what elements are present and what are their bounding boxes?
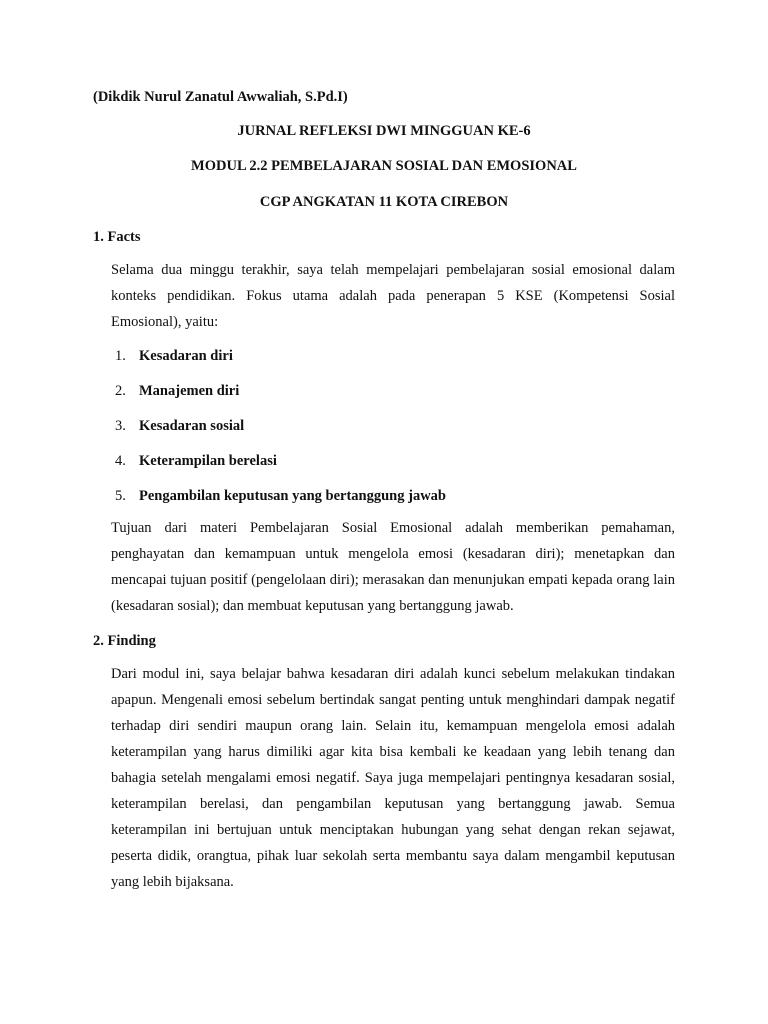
- list-item: [111, 381, 675, 416]
- list-item-number: 5.: [115, 488, 126, 504]
- module-title: MODUL 2.2 PEMBELAJARAN SOSIAL DAN EMOSIONAL: [191, 158, 577, 174]
- list-item-number: 3.: [115, 418, 126, 434]
- author-name: (Dikdik Nurul Zanatul Awwaliah, S.Pd.I): [93, 89, 348, 105]
- list-item-text: Kesadaran diri: [139, 348, 233, 364]
- list-item-number: 1.: [115, 348, 126, 364]
- list-item-text: Keterampilan berelasi: [139, 453, 277, 469]
- facts-paragraph-goals: Tujuan dari materi Pembelajaran Sosial Emosional adalah memberikan pemahaman, penghayatan dan kemampuan untuk mengelola emosi (kesadaran diri); menetapkan dan mencapai tujuan positif (pengelolaan diri); merasakan dan menunjukan empati kepada orang lain (kesadaran sosial); dan membuat keputusan yang bertanggung jawab.: [111, 520, 675, 614]
- journal-title: JURNAL REFLEKSI DWI MINGGUAN KE-6: [237, 123, 531, 139]
- finding-paragraph: Dari modul ini, saya belajar bahwa kesadaran diri adalah kunci sebelum melakukan tindakan apapun. Mengenali emosi sebelum bertindak sangat penting untuk menghindari dampak negatif terhadap diri sendiri maupun orang lain. Selain itu, kemampuan mengelola emosi adalah keterampilan yang harus dimiliki agar kita bisa kembali ke keadaan yang lebih tenang dan bahagia setelah mengalami emosi negatif. Saya juga mempelajari pentingnya kesadaran sosial, keterampilan berelasi, dan pengambilan keputusan yang bertanggung jawab. Semua keterampilan ini bertujuan untuk menciptakan hubungan yang sehat dengan rekan sejawat, peserta didik, orangtua, pihak luar sekolah serta membantu saya dalam mengambil keputusan yang lebih bijaksana.: [111, 666, 675, 890]
- list-item: [111, 346, 675, 381]
- list-item-text: Kesadaran sosial: [139, 418, 245, 434]
- list-item-number: 2.: [115, 383, 126, 399]
- list-item: [111, 451, 675, 486]
- cohort-title: CGP ANGKATAN 11 KOTA CIREBON: [259, 194, 509, 210]
- kse-list: [111, 346, 675, 521]
- list-item-text: Pengambilan keputusan yang bertanggung jawab: [139, 488, 446, 504]
- list-item-text: Manajemen diri: [139, 383, 240, 399]
- section-heading-facts: 1. Facts: [93, 229, 141, 245]
- list-item: [111, 416, 675, 451]
- list-item-number: 4.: [115, 453, 126, 469]
- facts-paragraph-intro: Selama dua minggu terakhir, saya telah mempelajari pembelajaran sosial emosional dalam konteks pendidikan. Fokus utama adalah pada penerapan 5 KSE (Kompetensi Sosial Emosional), yaitu:: [111, 262, 675, 330]
- section-heading-finding: 2. Finding: [93, 633, 156, 649]
